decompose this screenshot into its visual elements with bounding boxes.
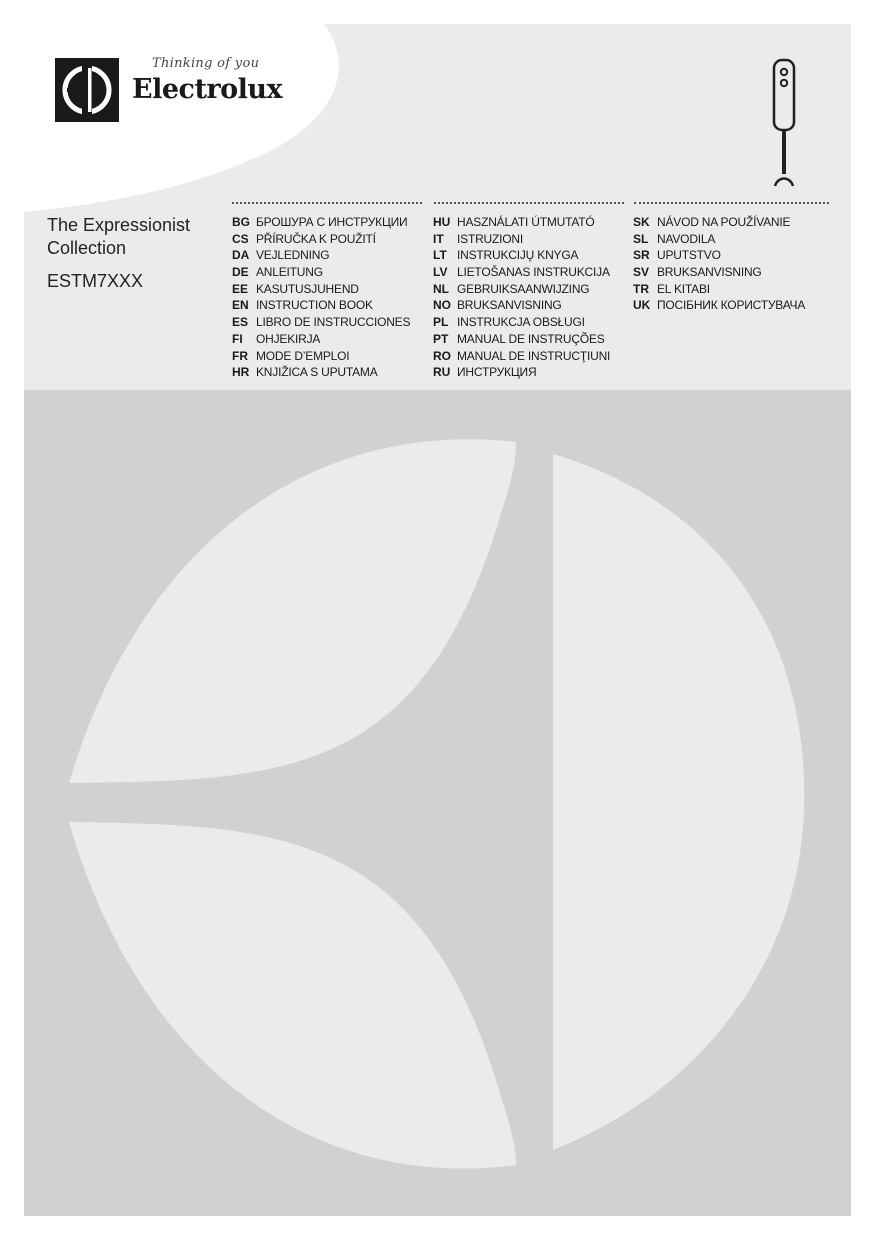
language-item [633, 264, 805, 281]
language-list-3 [633, 214, 805, 314]
language-name: MANUAL DE INSTRUCŢIUNI [457, 348, 611, 363]
language-name: NAVODILA [657, 231, 716, 246]
language-item [433, 247, 610, 264]
separator-dots-3 [634, 202, 829, 204]
language-name: OHJEKIRJA [256, 331, 321, 346]
language-name: GEBRUIKSAANWIJZING [457, 281, 590, 296]
language-name: ИНСТРУКЦИЯ [457, 365, 537, 380]
language-code: DE [232, 265, 249, 280]
language-code: PL [433, 315, 449, 330]
language-code: SV [633, 265, 650, 280]
language-name: БРОШУРА С ИНСТРУКЦИИ [256, 215, 408, 229]
language-name: MANUAL DE INSTRUÇÕES [457, 331, 605, 346]
language-code: FI [232, 331, 243, 346]
language-code: HU [433, 215, 451, 229]
language-name: BRUKSANVISNING [457, 298, 562, 313]
language-code: FR [232, 348, 248, 363]
language-item [433, 331, 610, 348]
language-list-1 [232, 214, 410, 381]
separator-dots-1 [232, 202, 422, 204]
language-code: ES [232, 315, 249, 330]
electrolux-emblem-graphic [24, 390, 851, 1216]
language-name: HASZNÁLATI ÚTMUTATÓ [457, 215, 595, 229]
language-name: KNJIŽICA S UPUTAMA [256, 365, 378, 380]
cover-emblem-area [24, 390, 851, 1216]
language-code: RO [433, 348, 451, 363]
language-item [433, 364, 610, 381]
language-item [232, 264, 410, 281]
language-item [232, 281, 410, 298]
language-code: IT [433, 231, 444, 246]
language-item [633, 247, 805, 264]
language-code: NL [433, 281, 449, 296]
language-item [232, 214, 410, 231]
hand-blender-icon [768, 58, 804, 188]
language-name: LIBRO DE INSTRUCCIONES [256, 315, 411, 330]
brand-name: Electrolux [132, 74, 283, 105]
language-code: TR [633, 281, 649, 296]
language-name: NÁVOD NA POUŽÍVANIE [657, 215, 791, 229]
language-code: LV [433, 265, 448, 280]
language-code: SK [633, 215, 650, 229]
language-item [633, 231, 805, 248]
language-item [433, 297, 610, 314]
language-item [232, 364, 410, 381]
language-item [232, 314, 410, 331]
language-code: DA [232, 248, 250, 263]
language-item [232, 297, 410, 314]
electrolux-logo-icon [55, 58, 119, 122]
language-name: LIETOŠANAS INSTRUKCIJA [457, 265, 610, 280]
language-item [433, 314, 610, 331]
language-name: BRUKSANVISNING [657, 265, 762, 280]
language-code: SL [633, 231, 649, 246]
language-name: KASUTUSJUHEND [256, 281, 359, 296]
language-item [433, 214, 610, 231]
cover-header [24, 24, 851, 390]
product-model: ESTM7XXX [47, 271, 144, 291]
language-code: BG [232, 215, 250, 229]
language-code: EN [232, 298, 249, 313]
language-code: CS [232, 231, 249, 246]
language-name: ISTRUZIONI [457, 231, 523, 246]
language-name: ANLEITUNG [256, 265, 323, 280]
language-code: NO [433, 298, 451, 313]
language-name: MODE D’EMPLOI [256, 348, 350, 363]
language-name: ПОСІБНИК КОРИСТУВАЧА [657, 298, 806, 313]
language-item [232, 331, 410, 348]
separator-dots-2 [434, 202, 624, 204]
language-name: VEJLEDNING [256, 248, 330, 263]
language-item [232, 247, 410, 264]
language-code: UK [633, 298, 651, 313]
language-item [633, 281, 805, 298]
language-code: RU [433, 365, 451, 380]
language-name: UPUTSTVO [657, 248, 721, 263]
product-collection: The Expressionist Collection [47, 215, 191, 258]
language-item [232, 231, 410, 248]
language-item [633, 297, 805, 314]
language-name: INSTRUKCJA OBSŁUGI [457, 315, 585, 330]
language-code: LT [433, 248, 447, 263]
language-code: EE [232, 281, 249, 296]
language-item [433, 348, 610, 365]
language-item [433, 281, 610, 298]
language-code: PT [433, 331, 449, 346]
language-name: PŘÍRUČKA K POUŽITÍ [256, 231, 376, 246]
language-name: INSTRUKCIJŲ KNYGA [457, 248, 579, 263]
language-item [433, 231, 610, 248]
language-name: EL KITABI [657, 281, 710, 296]
language-item [433, 264, 610, 281]
language-name: INSTRUCTION BOOK [256, 298, 373, 313]
language-list-2 [433, 214, 610, 381]
language-code: SR [633, 248, 650, 263]
brand-tagline: Thinking of you [152, 56, 260, 71]
language-item [232, 348, 410, 365]
language-item [633, 214, 805, 231]
language-code: HR [232, 365, 250, 380]
